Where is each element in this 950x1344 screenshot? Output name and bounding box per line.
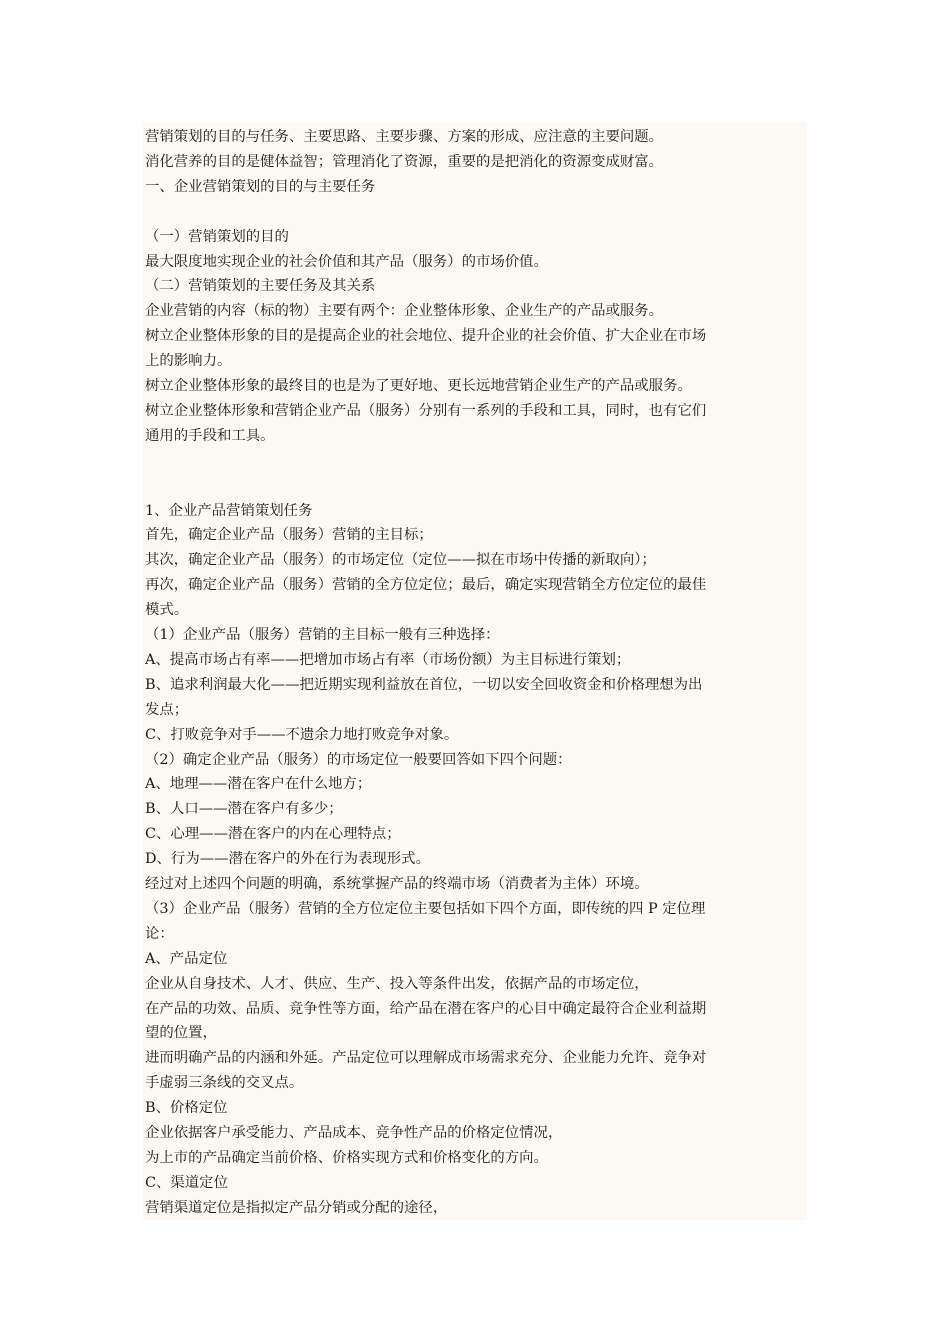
text-line: B、人口——潜在客户有多少； (145, 801, 343, 818)
text-line: （1）企业产品（服务）营销的主目标一般有三种选择： (145, 627, 500, 643)
text-line (145, 450, 813, 472)
text-line: （3）企业产品（服务）营销的全方位定位主要包括如下四个方面，即传统的四 P 定位理 (145, 900, 706, 917)
text-line: 手虚弱三条线的交叉点。 (145, 1075, 304, 1092)
text-line: 其次，确定企业产品（服务）的市场定位（定位——拟在市场中传播的新取向）； (145, 552, 656, 569)
text-line: 营销渠道定位是指拟定产品分销或分配的途径， (145, 1199, 448, 1216)
text-line: 树立企业整体形象和营销企业产品（服务）分别有一系列的手段和工具，同时，也有它们 (145, 402, 707, 419)
text-line: 企业依据客户承受能力、产品成本、竞争性产品的价格定位情况， (145, 1125, 563, 1141)
text-line: D、行为——潜在客户的外在行为表现形式。 (145, 851, 430, 868)
text-line: A、地理——潜在客户在什么地方； (145, 776, 372, 793)
text-line: 论： (145, 925, 174, 942)
text-line: 进而明确产品的内涵和外延。产品定位可以理解成市场需求充分、企业能力允许、竞争对 (145, 1050, 707, 1067)
text-line: B、追求利润最大化——把近期实现利益放在首位，一切以安全回收资金和价格理想为出 (145, 676, 703, 693)
text-line: 经过对上述四个问题的明确，系统掌握产品的终端市场（消费者为主体）环境。 (145, 876, 649, 892)
text-line: 一、企业营销策划的目的与主要任务 (145, 178, 376, 195)
text-line: 消化营养的目的是健体益智；管理消化了资源，重要的是把消化的资源变成财富。 (145, 153, 664, 170)
text-line: 望的位置， (145, 1025, 217, 1042)
text-line: 树立企业整体形象的目的是提高企业的社会地位、提升企业的社会价值、扩大企业在市场 (145, 328, 707, 345)
text-line: 首先，确定企业产品（服务）营销的主目标； (145, 527, 433, 544)
text-line: 在产品的功效、品质、竞争性等方面，给产品在潜在客户的心目中确定最符合企业利益期 (145, 1000, 707, 1017)
text-line: 树立企业整体形象的最终目的也是为了更好地、更长远地营销企业生产的产品或服务。 (145, 378, 692, 394)
text-line: （一）营销策划的目的 (145, 228, 289, 245)
text-line: 营销策划的目的与任务、主要思路、主要步骤、方案的形成、应注意的主要问题。 (145, 129, 664, 145)
text-line: （2）确定企业产品（服务）的市场定位一般要回答如下四个问题： (145, 751, 572, 768)
document-body (143, 123, 807, 1220)
text-line (145, 475, 813, 497)
text-line: 企业营销的内容（标的物）主要有两个：企业整体形象、企业生产的产品或服务。 (145, 303, 664, 320)
text-line: 企业从自身技术、人才、供应、生产、投入等条件出发，依据产品的市场定位， (145, 975, 649, 992)
text-line: A、产品定位 (145, 950, 228, 967)
text-line: 再次，确定企业产品（服务）营销的全方位定位；最后，确定实现营销全方位定位的最佳 (145, 577, 707, 594)
text-line: 模式。 (145, 602, 189, 619)
text-line: 上的影响力。 (145, 353, 232, 370)
text-line: C、渠道定位 (145, 1174, 228, 1191)
text-line: 通用的手段和工具。 (145, 427, 275, 444)
text-line: C、心理——潜在客户的内在心理特点； (145, 826, 401, 843)
text-line: （二）营销策划的主要任务及其关系 (145, 278, 376, 295)
text-line: 发点； (145, 701, 189, 718)
text-line: 1、企业产品营销策划任务 (145, 502, 313, 519)
document-page (143, 123, 807, 1220)
text-line: A、提高市场占有率——把增加市场占有率（市场份额）为主目标进行策划； (145, 651, 631, 668)
text-line: B、价格定位 (145, 1100, 228, 1117)
text-line: C、打败竞争对手——不遗余力地打败竞争对象。 (145, 726, 459, 743)
text-line (145, 201, 813, 223)
text-line: 为上市的产品确定当前价格、价格实现方式和价格变化的方向。 (145, 1149, 548, 1166)
text-line: 最大限度地实现企业的社会价值和其产品（服务）的市场价值。 (145, 253, 548, 270)
